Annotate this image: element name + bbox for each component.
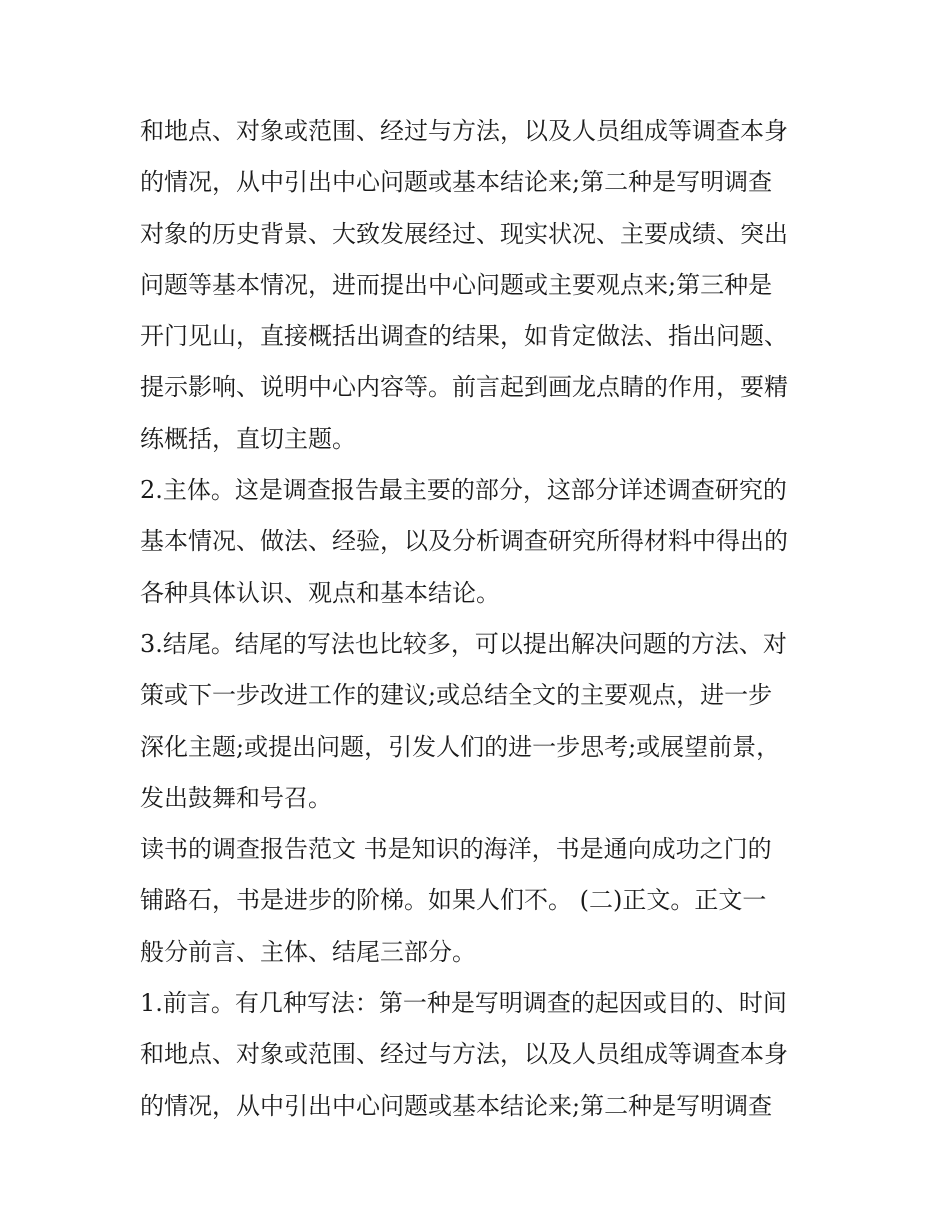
text-line: 深化主题;或提出问题，引发人们的进一步思考;或展望前景， xyxy=(140,732,781,761)
text-line: 1.前言。有几种写法：第一种是写明调查的起因或目的、时间 xyxy=(140,989,787,1018)
text-line: 策或下一步改进工作的建议;或总结全文的主要观点，进一步 xyxy=(140,681,773,710)
text-line: 开门见山，直接概括出调查的结果，如肯定做法、指出问题、 xyxy=(140,322,788,351)
text-line: 各种具体认识、观点和基本结论。 xyxy=(140,578,500,607)
text-line: 和地点、对象或范围、经过与方法，以及人员组成等调查本身 xyxy=(140,1040,788,1069)
text-line: 问题等基本情况，进而提出中心问题或主要观点来;第三种是 xyxy=(140,270,773,299)
text-line: 2.主体。这是调查报告最主要的部分，这部分详述调查研究的 xyxy=(140,476,787,505)
text-line: 发出鼓舞和号召。 xyxy=(140,783,332,812)
text-line: 基本情况、做法、经验，以及分析调查研究所得材料中得出的 xyxy=(140,527,788,556)
text-line: 和地点、对象或范围、经过与方法，以及人员组成等调查本身 xyxy=(140,117,788,145)
text-line: 的情况，从中引出中心问题或基本结论来;第二种是写明调查 xyxy=(140,168,773,197)
text-line: 提示影响、说明中心内容等。前言起到画龙点睛的作用，要精 xyxy=(140,373,788,402)
text-line: 的情况，从中引出中心问题或基本结论来;第二种是写明调查 xyxy=(140,1091,773,1120)
text-line: 练概括，直切主题。 xyxy=(140,424,356,453)
text-line: 般分前言、主体、结尾三部分。 xyxy=(140,937,476,966)
text-line: 3.结尾。结尾的写法也比较多，可以提出解决问题的方法、对 xyxy=(140,629,787,658)
text-line: 对象的历史背景、大致发展经过、现实状况、主要成绩、突出 xyxy=(140,219,788,248)
text-line: 铺路石，书是进步的阶梯。如果人们不。 (二)正文。正文一 xyxy=(140,886,767,915)
text-line: 读书的调查报告范文 书是知识的海洋，书是通向成功之门的 xyxy=(140,835,772,864)
body-text xyxy=(140,106,820,1132)
